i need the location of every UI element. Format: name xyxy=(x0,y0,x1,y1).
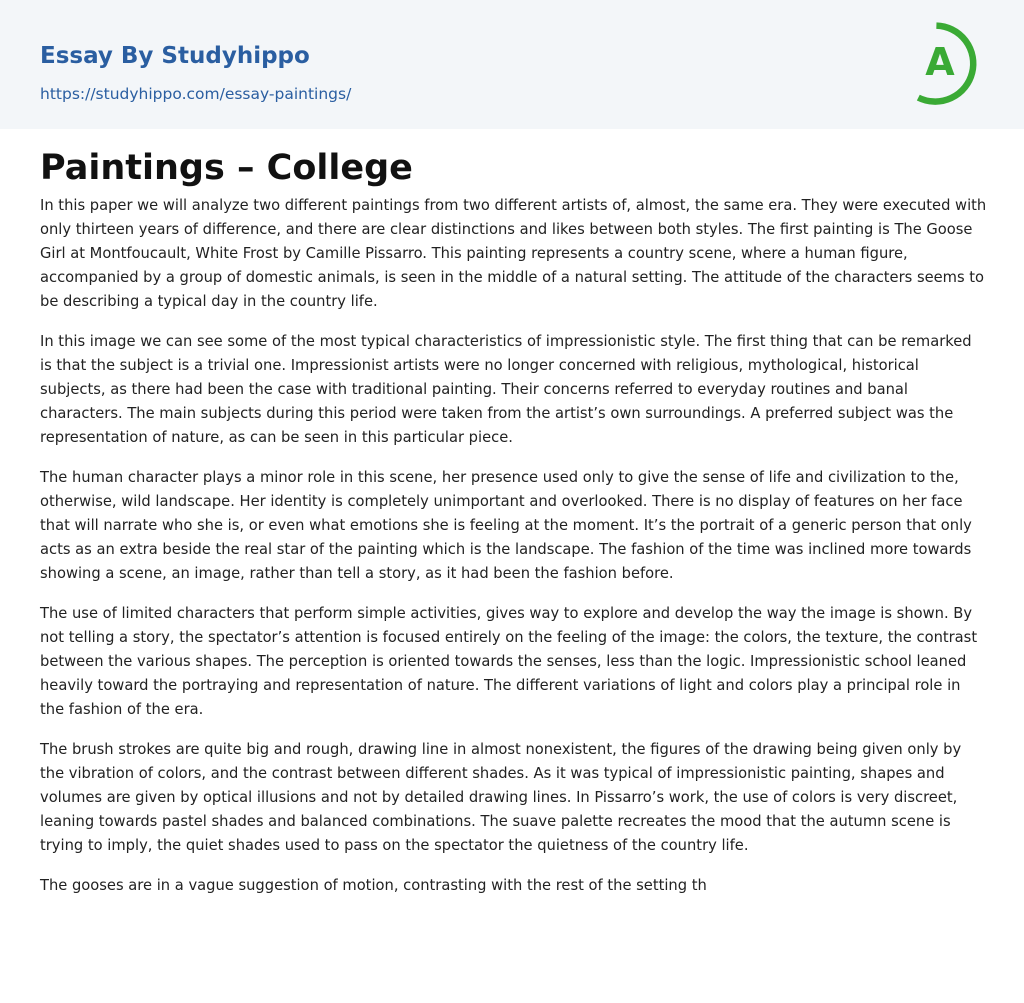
essay-url-link[interactable]: https://studyhippo.com/essay-paintings/ xyxy=(40,85,352,103)
paragraph: The human character plays a minor role in this scene, her presence used only to give the sense of life and civilization to the, otherwise, wild landscape. Her identity is completely unimportant and overlooked. There is no display of features on her face that will narrate who she is, or even what emotions she is feeling at the moment. It’s the portrait of a generic person that only acts as an extra beside the real star of the painting which is the landscape. The fashion of the time was inclined more towards showing a scene, an image, rather than tell a story, as it had been the fashion before. xyxy=(40,469,972,582)
site-header xyxy=(0,0,1024,129)
paragraph: In this image we can see some of the most typical characteristics of impressionistic style. The first thing that can be remarked is that the subject is a trivial one. Impressionist artists were no longer concerned with religious, mythological, historical subjects, as there had been the case with traditional painting. Their concerns referred to everyday routines and banal characters. The main subjects during this period were taken from the artist’s own surroundings. A preferred subject was the representation of nature, as can be seen in this particular piece. xyxy=(40,333,972,446)
paragraph: In this paper we will analyze two different paintings from two different artists of, almost, the same era. They were executed with only thirteen years of difference, and there are clear distinctions and likes between both styles. The first painting is The Goose Girl at Montfoucault, White Frost by Camille Pissarro. This painting represents a country scene, where a human figure, accompanied by a group of domestic animals, is seen in the middle of a natural setting. The attitude of the characters seems to be describing a typical day in the country life. xyxy=(40,197,987,310)
paragraph: The gooses are in a vague suggestion of motion, contrasting with the rest of the setting th xyxy=(40,877,707,894)
essay-body xyxy=(40,194,988,914)
studyhippo-logo-icon[interactable] xyxy=(904,18,988,106)
logo-letter: A xyxy=(925,40,955,84)
paragraph: The brush strokes are quite big and rough, drawing line in almost nonexistent, the figures of the drawing being given only by the vibration of colors, and the contrast between different shades. As it was typical of impressionistic painting, shapes and volumes are given by optical illusions and not by detailed drawing lines. In Pissarro’s work, the use of colors is very discreet, leaning towards pastel shades and balanced combinations. The suave palette recreates the mood that the autumn scene is trying to imply, the quiet shades used to pass on the spectator the quietness of the country life. xyxy=(40,741,962,854)
paragraph: The use of limited characters that perform simple activities, gives way to explore and develop the way the image is shown. By not telling a story, the spectator’s attention is focused entirely on the feeling of the image: the colors, the texture, the contrast between the various shapes. The perception is oriented towards the senses, less than the logic. Impressionistic school leaned heavily toward the portraying and representation of nature. The different variations of light and colors play a principal role in the fashion of the era. xyxy=(40,605,978,718)
brand-title: Essay By Studyhippo xyxy=(40,43,310,69)
page-title: Paintings – College xyxy=(40,148,413,188)
